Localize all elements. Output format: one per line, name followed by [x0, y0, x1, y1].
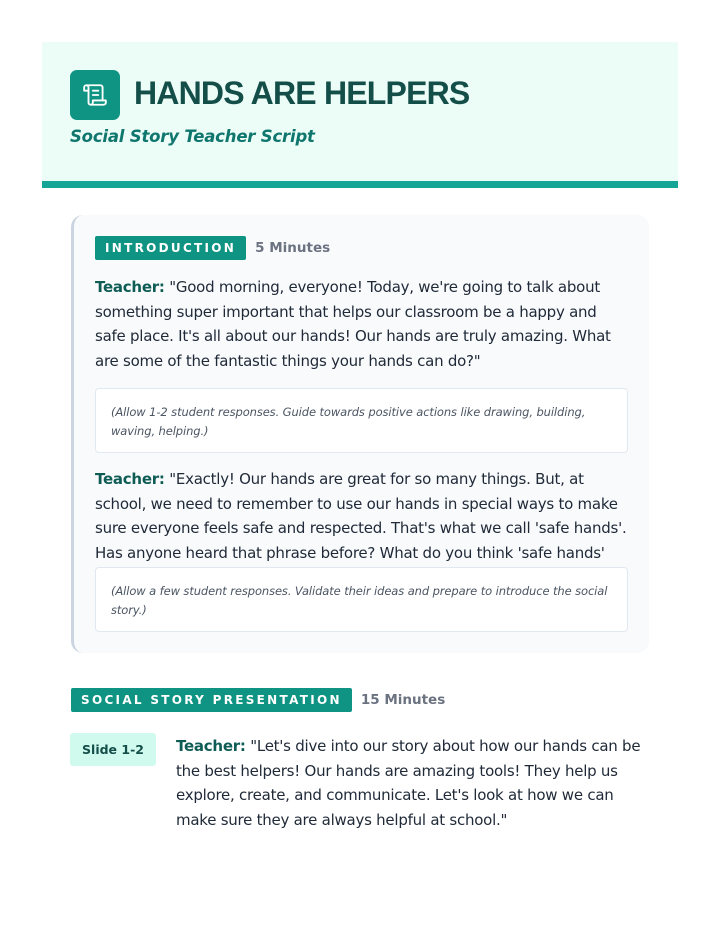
script-text: "Let's dive into our story about how our hands can be the best helpers! Our hands are amazing tools! They help us explore, create, and communicate. Let's look at how we can make sure they are always helpful at school."	[176, 737, 641, 830]
page-subtitle: Social Story Teacher Script	[70, 127, 315, 146]
speaker-label: Teacher:	[95, 470, 165, 488]
introduction-heading	[95, 236, 330, 260]
speaker-label: Teacher:	[176, 737, 246, 755]
stage-direction-note: (Allow 1-2 student responses. Guide towards positive actions like drawing, building, waving, helping.)	[95, 388, 628, 453]
teacher-line	[176, 734, 656, 833]
stage-direction-note: (Allow a few student responses. Validate their ideas and prepare to introduce the social story.)	[95, 567, 628, 632]
speaker-label: Teacher:	[95, 278, 165, 296]
script-text: "Good morning, everyone! Today, we're going to talk about something super important that helps our classroom be a happy and safe place. It's all about our hands! Our hands are truly amazing. What are some of the fantastic things your hands can do?"	[95, 278, 611, 371]
page-title: HANDS ARE HELPERS	[134, 75, 470, 111]
script-text: "Exactly! Our hands are great for so many things. But, at school, we need to remember to use our hands in special ways to make sure everyone feels safe and respected. That's what we call 'safe hands'. Has anyone heard that phrase before? What do you think 'safe hands'	[95, 470, 627, 563]
section-duration: 15 Minutes	[360, 692, 446, 708]
header-accent-bar	[42, 181, 678, 188]
presentation-heading	[71, 688, 445, 712]
teacher-line	[95, 275, 627, 374]
section-label: SOCIAL STORY PRESENTATION	[71, 688, 352, 712]
scroll-icon	[70, 70, 120, 120]
slide-badge: Slide 1-2	[70, 733, 156, 766]
section-label: INTRODUCTION	[95, 236, 246, 260]
document-header	[42, 42, 678, 188]
section-duration: 5 Minutes	[255, 240, 331, 256]
